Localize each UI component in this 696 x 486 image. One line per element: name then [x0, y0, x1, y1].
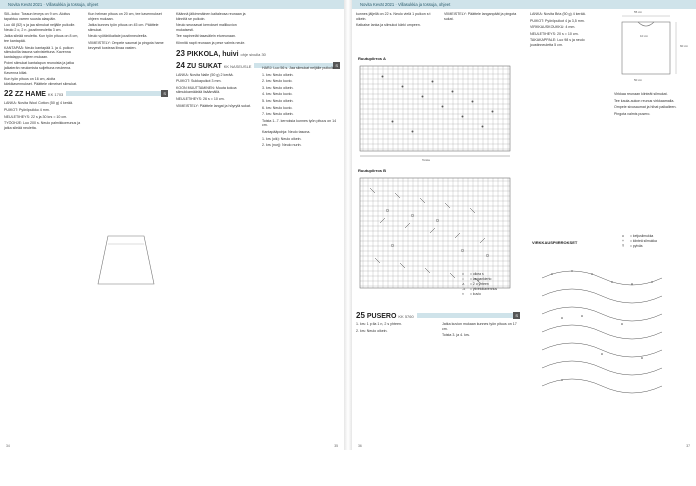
paragraph: 6. krs: Neulo kuvio. — [262, 105, 293, 110]
paragraph: VIIMEISTELY: Päättele langanpäät ja pingota sukat. — [444, 12, 517, 21]
paragraph: Jatka sileää neuletta. Kun työn pituus on 8 cm, tee kantapää. — [4, 34, 79, 43]
paragraph: LANKA: Novita Bria (50 g) 4 kerää. — [530, 12, 586, 16]
legend-symbol: □ — [462, 272, 465, 276]
legend-label: = ketjusilmukka — [630, 234, 654, 238]
section-tag: S — [335, 62, 338, 68]
section-title: ZZ HAME — [14, 91, 46, 99]
header-subtitle: Villasukkia ja tossuja, ohjeet — [397, 2, 451, 7]
paragraph: LANKA: Novita Wool Cotton (50 g) 4 kerää. — [4, 101, 74, 106]
legend-symbol: ⋏ — [462, 282, 465, 286]
dimension-label: 60 cm — [680, 44, 689, 48]
paragraph: 2. krs: Neulo oikein. — [356, 328, 388, 333]
paragraph: Toista 3. ja 4. krs. — [442, 333, 470, 338]
left-column-2 — [88, 12, 166, 232]
paragraph: 1. krs: 1 p:lla 1 n, 2 s yhteen. — [356, 322, 402, 326]
dimension-label: 50 cm — [634, 78, 643, 82]
paragraph: SIIL-koko: Tossun leveys on 9 cm. Aloitus tapahtuu varren suusta alaspäin. — [4, 12, 71, 21]
paragraph: NEULETIHEYS: 22 s ja 30 krs = 10 cm. — [4, 114, 68, 119]
paragraph: VIIMEISTELY: Päättele langat ja höyrytä sukat. — [176, 103, 251, 108]
section-tag: S — [515, 313, 518, 318]
right-column-1 — [356, 12, 438, 52]
section-number: 24 — [176, 60, 185, 70]
paragraph: Luo 48 (52) s ja jaa silmukat neljälle puikolle. Neulo 2 o, 2 n -joustinneuletta 3 cm. — [4, 23, 76, 32]
paragraph: 1. krs (oik): Neulo oikein. — [262, 136, 302, 141]
legend-label: = oikea s — [470, 272, 484, 276]
section-subtitle: KK 1703 — [47, 92, 64, 98]
page-number: 34 — [6, 444, 10, 448]
paragraph: Pingota valmis pusero. — [614, 111, 651, 116]
chain-stitch-icon: o — [622, 234, 624, 238]
header-subtitle: Villasukkia ja tossuja, ohjeet — [45, 2, 99, 7]
right-page-header: Novita Kevät 2021 · Villasukkia ja tossuja, ohjeet — [352, 0, 696, 9]
paragraph: Kun helman pituus on 20 cm, tee kavennukset ohjeen mukaan. — [88, 12, 162, 21]
paragraph: TYÖOHJE: Luo 200 s. Neulo palmikkoreunus ja jatka sileää neuletta. — [4, 121, 81, 130]
section-title: ZU SUKAT — [186, 62, 222, 70]
section-header-25 — [356, 311, 520, 320]
right-column-3 — [530, 12, 608, 242]
legend-symbol: ○ — [462, 277, 465, 281]
paragraph: Katkaise lanka ja silmukoi kärki umpeen. — [356, 23, 421, 28]
legend-label: = kuvio — [470, 292, 481, 296]
paragraph: VIIMEISTELY: Ompele saumat ja pingota hame kevyesti kosteaa liinaa vasten. — [88, 40, 164, 50]
right-page — [352, 0, 696, 450]
page-number: 36 — [358, 444, 362, 448]
section-number: 23 — [176, 48, 185, 58]
paragraph: PUIKOT: Sukkapuikot 3 mm. — [176, 79, 222, 84]
chart-a-title: Ruutupiirros A — [358, 56, 386, 61]
section-subtitle: KK NASEUSLE — [223, 63, 252, 69]
paragraph: 1. krs: Neulo oikein. — [262, 72, 294, 77]
paragraph: Kiinnitä napit reunaan ja pese valmis neule. — [176, 40, 246, 45]
crochet-diagrams-title: VIRKKAUSPIIRROKSET — [532, 240, 578, 245]
legend-label: = pylväs — [630, 244, 643, 248]
paragraph: Ompele sivusaumat ja hihat paikalleen. — [614, 105, 677, 110]
legend-symbol: × — [462, 292, 464, 296]
paragraph: KOON MUUTTAMINEN: Muuta kokoa silmukkamäärää lisäämällä. — [176, 85, 237, 95]
paragraph: 7. krs: Neulo oikein. — [262, 112, 294, 117]
paragraph: Tee kaula-aukon reunus virkkaamalla. — [614, 98, 675, 103]
paragraph: NEULETIHEYS: 26 s = 10 cm. — [176, 96, 225, 101]
paragraph: 4. krs: Neulo kuvio. — [262, 92, 293, 97]
paragraph: Virkkaa reunaan kiinteät silmukat. — [614, 92, 668, 96]
page-number: 37 — [686, 444, 690, 448]
left-page-header: Novita Kevät 2021 · Villasukkia ja tossuja, ohjeet — [0, 0, 344, 9]
skirt-schematic — [90, 230, 162, 290]
section-title: PUSERO — [366, 313, 397, 320]
right-column-4 — [614, 92, 692, 232]
page-gutter — [344, 0, 352, 450]
paragraph: 3. krs: Neulo oikein. — [262, 85, 294, 90]
double-crochet-icon: Ŧ — [622, 244, 625, 248]
paragraph: kunnes jäljellä on 22 s. Neulo vielä 1 puikon s:t oikein. — [356, 12, 431, 21]
page-number: 35 — [334, 444, 338, 448]
header-title: Novita Kevät 2021 — [360, 2, 395, 7]
paragraph: NEULETIHEYS: 20 s = 10 cm. — [530, 31, 579, 36]
paragraph: 5. krs: Neulo oikein. — [262, 98, 294, 103]
right-column-1b — [444, 12, 526, 42]
dimension-label: 10 cm — [640, 34, 649, 38]
dimension-label: 55 cm — [634, 10, 643, 14]
paragraph: Neulo seuraavat kerrokset mallikuvion mukaisesti. — [176, 23, 237, 32]
section-number: 25 — [356, 311, 365, 320]
paragraph: Käännä jälkimmäinen kaitaleosa reunaan ja kiinnitä se puikoin. — [176, 12, 246, 21]
knitting-chart-a — [358, 64, 518, 162]
paragraph: Neulo vyötärökaitale joustinneuleella. — [88, 34, 148, 39]
chart-b-legend — [462, 272, 520, 297]
paragraph: Jatka kuvion mukaan kunnes työn pituus on 17 cm. — [442, 322, 517, 331]
paragraph: Tee napinreiät tasavälein etureunaan. — [176, 34, 236, 39]
paragraph: LANKA: Novita Nalle (50 g) 2 kerää. — [176, 72, 234, 77]
single-crochet-icon: + — [622, 239, 624, 243]
section-title: PIKKOLA, huivi — [186, 50, 239, 58]
legend-label: = 2 o yhteen — [470, 282, 489, 286]
paragraph: Jatka kunnes työn pituus on 45 cm. Päättele silmukat. — [88, 23, 159, 32]
chart-a-note: Toista — [422, 158, 430, 162]
section-number: 22 — [4, 89, 13, 99]
right-column-2b — [442, 322, 522, 432]
paragraph: PUIKOT: Pyöröpuikko 4 mm. — [4, 107, 50, 112]
legend-label: = kiinteä silmukka — [630, 239, 657, 243]
section-tag: S — [163, 91, 166, 97]
legend-label: = langankierto — [470, 277, 492, 281]
paragraph: 2. krs (nurj): Neulo nurin. — [262, 143, 302, 148]
paragraph: TAKAKAPPALE: Luo 98 s ja neulo joustinneuletta 5 cm. — [530, 38, 585, 47]
paragraph: 2. krs: Neulo kuvio. — [262, 79, 293, 84]
crochet-diagram — [532, 258, 692, 408]
section-header-23 — [176, 49, 340, 58]
chart-b-title: Ruutupiirros B — [358, 168, 386, 173]
header-title: Novita Kevät 2021 — [8, 2, 43, 7]
legend-label: = ylivetokavennus — [470, 287, 498, 291]
paragraph: HARJ: Luo 56 s. Jaa silmukat neljälle puikolle. — [262, 66, 336, 70]
left-page — [0, 0, 344, 450]
section-subtitle: KK 5760 — [398, 314, 414, 319]
paragraph: KANTAPÄÄ: Neulo kantapää 1. ja 4. puikon silmukoilla tasona vahvistettuna. Kavenna kantalappu ohjeen mukaan. — [4, 45, 74, 59]
paragraph: VIRKKAUSKOUKKU: 4 mm. — [530, 25, 576, 30]
paragraph: Kun työn pituus on 16 cm, aloita kärkikavennukset. Päättele viimeiset silmukat. — [4, 77, 78, 86]
legend-symbol: ⋌ — [462, 287, 466, 291]
paragraph: Toista 1.-7. kerroksia kunnes työn pituus on 14 cm. — [262, 118, 337, 128]
paragraph: Poimi silmukat kantalapun reunoista ja jatka jalkaterän neulomista suljettuna neuleena. Kavenna kiilat. — [4, 61, 74, 75]
crochet-legend — [622, 234, 692, 249]
paragraph: Kantapääpohja: Neulo tasona. — [262, 129, 311, 134]
left-column-4 — [262, 66, 340, 486]
section-subtitle: ohje sivulla 30 — [240, 51, 266, 57]
paragraph: PUIKOT: Pyöröpuikot 4 ja 3,5 mm. — [530, 18, 585, 23]
right-column-2a — [356, 322, 436, 432]
